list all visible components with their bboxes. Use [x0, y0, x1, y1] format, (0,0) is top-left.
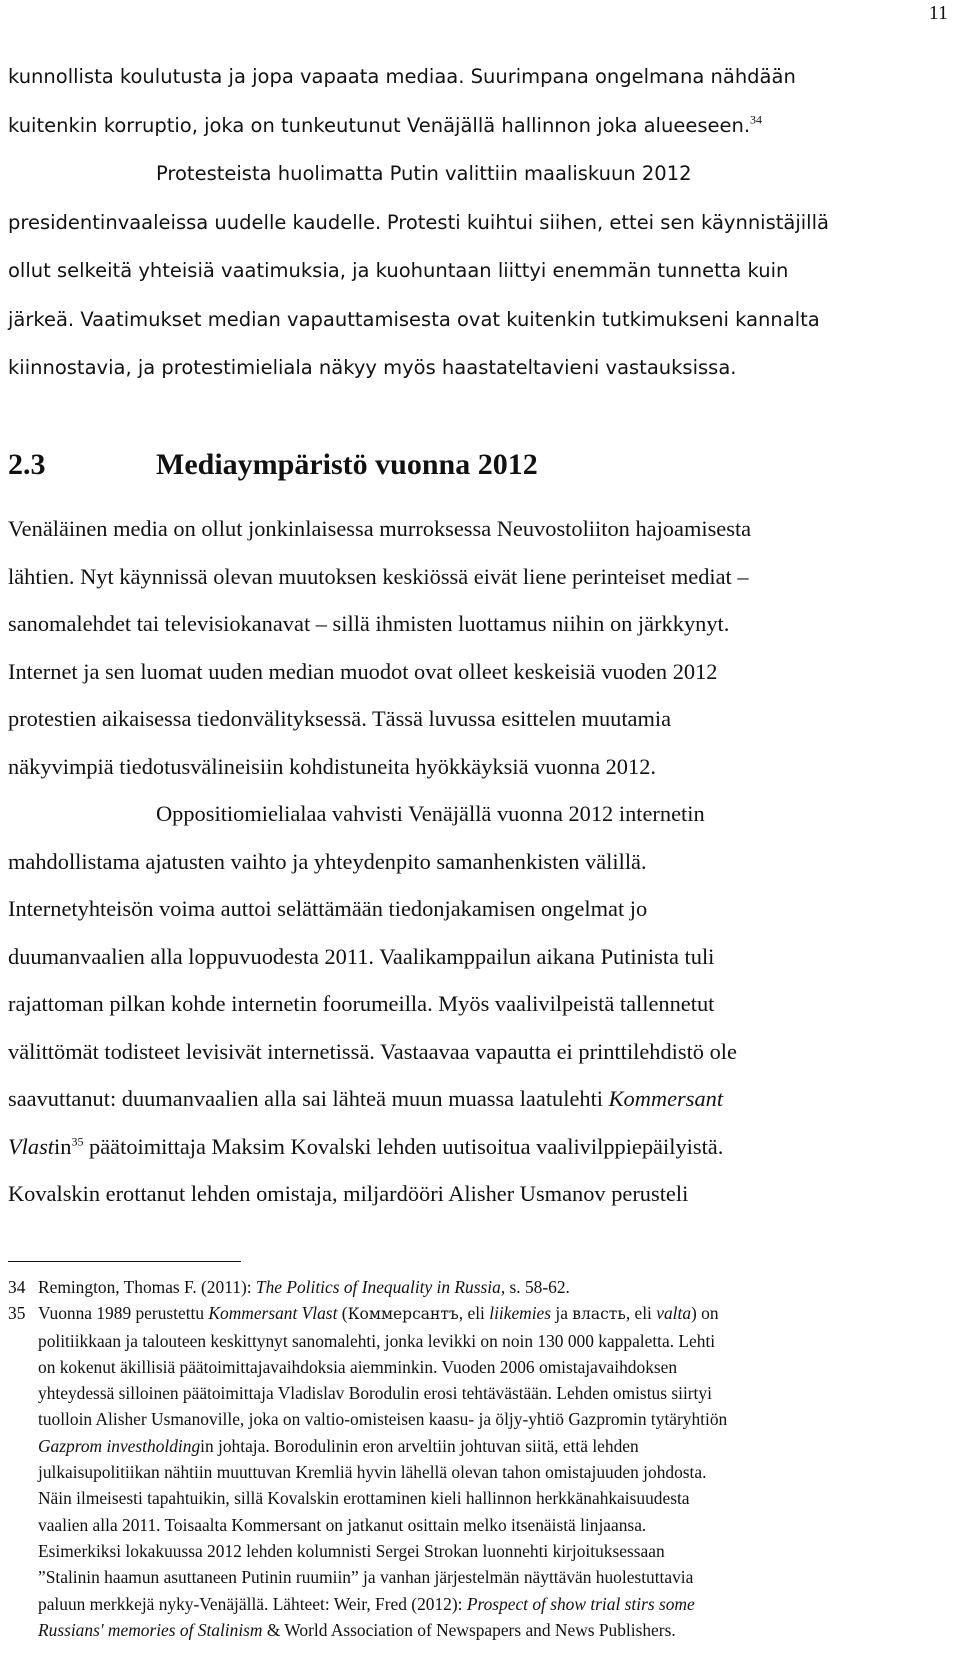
p3-line-3: sanomalehdet tai televisiokanavat – sillä ihmisten luottamus niihin on järkkynyt.	[8, 611, 730, 636]
p4-line-8c: päätoimittaja Maksim Kovalski lehden uutisoitua vaalivilppiepäilyistä.	[83, 1133, 724, 1159]
section-number: 2.3	[8, 448, 46, 481]
p4-line-7-italic: Kommersant	[608, 1086, 724, 1111]
footnote-text	[38, 1274, 953, 1300]
p1-line-1: kunnollista koulutusta ja jopa vapaata mediaa. Suurimpana ongelmana nähdään	[8, 65, 796, 88]
fn35-line-2: politiikkaan ja talouteen keskittynyt sanomalehti, jonka levikki on noin 130 000 kappaletta. Lehti	[38, 1330, 716, 1351]
p2-line-1-text: Protesteista huolimatta Putin valittiin maaliskuun 2012	[156, 162, 692, 185]
fn35-s6: liikemies	[489, 1303, 552, 1324]
page-number: 11	[928, 2, 948, 24]
p2-line-2a: presidentinvaaleissa uudelle kaudelle.	[8, 210, 382, 234]
fn35-line-11: ”Stalinin haamun asuttaneen Putinin ruumiin” ja vanhan järjestelmän näyttävän huolestuttavia	[38, 1567, 694, 1588]
paragraph-1	[8, 52, 956, 392]
fn35-line-9: vaalien alla 2011. Toisaalta Kommersant on jatkanut osittain melko itsenäistä linjaansa.	[38, 1514, 647, 1535]
fn35-line-13-italic: Russians' memories of Stalinism	[38, 1619, 263, 1640]
p4-line-1	[8, 801, 705, 826]
fn34-title: The Politics of Inequality in Russia,	[255, 1277, 506, 1297]
p3-line-1: Venäläinen media on ollut jonkinlaisessa murroksessa Neuvostoliiton hajoamisesta	[8, 516, 752, 541]
fn35-line-13b: & World Association of Newspapers and News Publishers.	[262, 1619, 676, 1640]
fn35-s3: (	[337, 1303, 348, 1324]
footnote-35	[8, 1300, 953, 1643]
fn35-s2: Kommersant Vlast	[208, 1303, 338, 1324]
p3-line-6: näkyvimpiä tiedotusvälineisiin kohdistuneita hyökkäyksiä vuonna 2012.	[8, 753, 656, 779]
fn35-s8: власть	[572, 1305, 626, 1324]
fn35-s9: , eli	[625, 1303, 657, 1324]
fn34-c: s. 58-62.	[505, 1277, 570, 1297]
p4-line-8b: in	[54, 1133, 72, 1159]
fn35-s7: ja	[551, 1303, 573, 1324]
p4-line-9: Kovalskin erottanut lehden omistaja, miljardööri Alisher Usmanov perusteli	[8, 1181, 689, 1206]
footnote-number: 35	[8, 1303, 26, 1324]
fn35-line-6b: in johtaja. Borodulinin eron arveltiin johtuvan siitä, että lehden	[200, 1435, 639, 1456]
section-heading	[8, 445, 538, 485]
p3-line-5: protestien aikaisessa tiedonvälityksessä. Tässä luvussa esittelen muutamia	[8, 706, 672, 731]
p4-line-7: saavuttanut: duumanvaalien alla sai lähteä muun muassa laatulehti	[8, 1086, 609, 1111]
footnote-ref-34[interactable]: 34	[750, 112, 763, 127]
fn35-line-12: paluun merkkejä nyky-Venäjällä. Lähteet: Weir, Fred (2012):	[38, 1593, 467, 1614]
fn35-line-10: Esimerkiksi lokakuussa 2012 lehden kolumnisti Sergei Strokan luonnehti kirjoituksessaan	[38, 1540, 665, 1561]
fn35-line-3: on kokenut äkillisiä päätoimittajavaihdoksia aiemminkin. Vuoden 2006 omistajavaihdoksen	[38, 1356, 678, 1377]
fn35-line-4: yhteydessä silloinen päätoimittaja Vladislav Borodulin erosi tehtävästään. Lehden omistus siirtyi	[38, 1383, 712, 1404]
footnote-ref-35[interactable]: 35	[71, 1134, 84, 1149]
footnote-text	[38, 1300, 953, 1643]
p2-line-4: järkeä. Vaatimukset median vapauttamisesta ovat kuitenkin tutkimukseni kannalta	[8, 307, 820, 331]
footnotes	[8, 1274, 953, 1643]
p4-line-2: mahdollistama ajatusten vaihto ja yhteydenpito samanhenkisten välillä.	[8, 848, 647, 874]
paragraph-3	[8, 505, 956, 1218]
p3-line-2: lähtien. Nyt käynnissä olevan muutoksen keskiössä eivät liene perinteiset mediat –	[8, 563, 749, 589]
p4-line-6: välittömät todisteet levisivät internetissä. Vastaavaa vapautta ei printtilehdistö ole	[8, 1038, 737, 1064]
fn35-s1: Vuonna 1989 perustettu	[38, 1303, 209, 1324]
p4-line-5: rajattoman pilkan kohde internetin foorumeilla. Myös vaalivilpeistä tallennetut	[8, 991, 715, 1016]
p3-line-4: Internet ja sen luomat uuden median muodot ovat olleet keskeisiä vuoden 2012	[8, 658, 718, 684]
fn35-s11: ) on	[691, 1303, 719, 1324]
footnote-34	[8, 1274, 953, 1300]
footnote-number: 34	[8, 1277, 26, 1297]
p4-line-4: duumanvaalien alla loppuvuodesta 2011. Vaalikamppailun aikana Putinista tuli	[8, 943, 715, 969]
p2-line-1	[8, 160, 692, 185]
p4-line-3: Internetyhteisön voima auttoi selättämään tiedonjakamisen ongelmat jo	[8, 896, 648, 921]
fn34-a: Remington, Thomas F. (2011):	[38, 1277, 256, 1297]
p4-line-1-text: Oppositiomielialaa vahvisti Venäjällä vuonna 2012 internetin	[156, 801, 705, 826]
p2-line-2b: Protesti kuihtui siihen, ettei sen käynnistäjillä	[386, 210, 829, 234]
fn35-line-8: Näin ilmeisesti tapahtuikin, sillä Kovalskin erottaminen kieli hallinnon herkkänahkaisuudesta	[38, 1488, 690, 1509]
p4-line-8-italic: Vlast	[8, 1133, 55, 1159]
fn35-s10: valta	[656, 1303, 692, 1324]
section-title: Mediaympäristö vuonna 2012	[156, 448, 538, 481]
fn35-s4: Коммерсантъ	[347, 1305, 459, 1324]
p1-line-2: kuitenkin korruptio, joka on tunkeutunut Venäjällä hallinnon joka alueeseen.	[8, 113, 751, 137]
footnote-separator	[8, 1261, 241, 1262]
p2-line-5: kiinnostavia, ja protestimieliala näkyy myös haastateltavieni vastauksissa.	[8, 356, 737, 379]
fn35-line-6-italic: Gazprom investholding	[38, 1435, 201, 1456]
p2-line-3: ollut selkeitä yhteisiä vaatimuksia, ja kuohuntaan liittyi enemmän tunnetta kuin	[8, 259, 789, 282]
fn35-line-12-italic: Prospect of show trial stirs some	[466, 1593, 695, 1614]
fn35-line-5: tuolloin Alisher Usmanoville, joka on valtio-omisteisen kaasu- ja öljy-yhtiö Gazpromin tytäryhtiön	[38, 1409, 728, 1430]
fn35-s5: , eli	[458, 1303, 490, 1324]
fn35-line-7: julkaisupolitiikan nähtiin muuttuvan Kremliä hyvin lähellä olevan tahon omistajuuden johdosta.	[38, 1462, 707, 1483]
